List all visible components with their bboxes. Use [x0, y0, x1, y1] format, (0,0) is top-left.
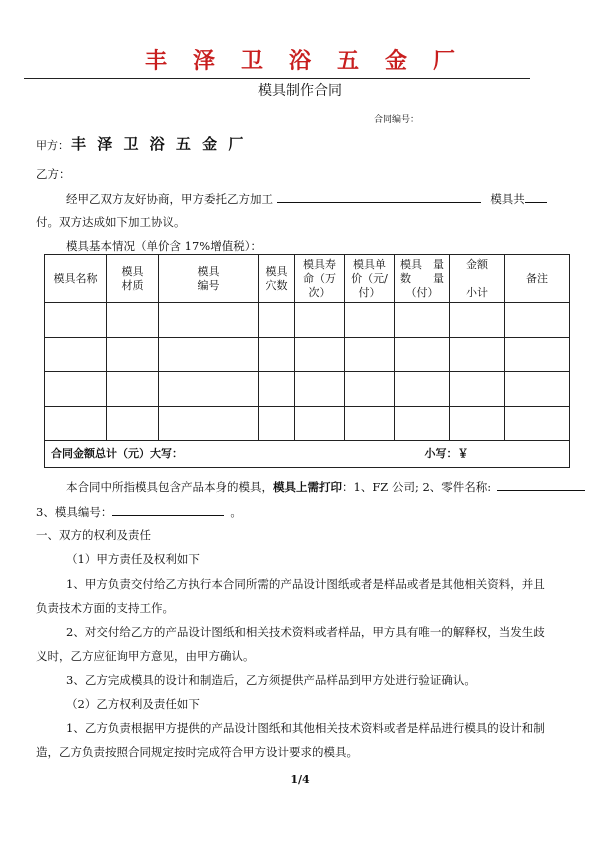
total-cell: [45, 441, 570, 468]
intro-line: [66, 190, 547, 207]
clause-a1: 1、甲方负责交付给乙方执行本合同所需的产品设计图纸或者是样品或者是其他相关资料，并且: [66, 577, 545, 591]
section-heading: 一、双方的权利及责任: [36, 528, 151, 542]
clause-a2-cont: 义时，乙方应征询甲方意见，由甲方确认。: [36, 649, 255, 663]
table-row: [45, 406, 570, 441]
contract-number-label: 合同编号：: [374, 115, 420, 125]
table-row: [45, 303, 570, 338]
company-char: 五: [337, 48, 360, 74]
header-quantity: 模具 量 数 量 （付）: [395, 255, 450, 303]
party-a: [36, 133, 246, 154]
header-mold-number: 模具 编号: [159, 255, 259, 303]
print-requirement: 模具上需打印: [273, 480, 342, 494]
intro-text-1: 经甲乙双方友好协商，甲方委托乙方加工: [66, 192, 273, 206]
mold-number-blank: [112, 503, 224, 516]
header-unit-price: 模具单 价（元/ 付）: [345, 255, 395, 303]
company-char: 浴: [288, 48, 311, 74]
header-mold-name: 模具名称: [45, 255, 107, 303]
basic-info-label: 模具基本情况（单价含 17%增值税）：: [66, 239, 262, 253]
subsection-heading: （1）甲方责任及权利如下: [66, 552, 200, 566]
party-a-name: 丰 泽 卫 浴 五 金 厂: [71, 135, 247, 153]
intro-text-2: 模具共: [490, 192, 525, 206]
intro-line-2: 付。双方达成如下加工协议。: [36, 215, 186, 229]
party-a-label: 甲方：: [36, 139, 69, 152]
mold-number-line: 3、模具编号： 。: [36, 505, 242, 519]
total-small-label: 小写：￥: [424, 447, 469, 460]
party-b-label: 乙方：: [36, 167, 71, 181]
mold-table: [44, 254, 570, 468]
clause-b1: 1、乙方负责根据甲方提供的产品设计图纸和其他相关技术资料或者是样品进行模具的设计和制: [66, 721, 545, 735]
company-char: 厂: [433, 48, 456, 74]
company-char: 金: [385, 48, 408, 74]
clause-b1-cont: 造，乙方负责按照合同规定按时完成符合甲方设计要求的模具。: [36, 745, 358, 759]
quantity-blank: [525, 190, 547, 203]
clause-a3: 3、乙方完成模具的设计和制造后，乙方须提供产品样品到甲方处进行验证确认。: [66, 673, 476, 687]
company-char: 卫: [240, 48, 263, 74]
header-mold-life: 模具寿 命（万 次）: [295, 255, 345, 303]
clause-a2: 2、对交付给乙方的产品设计图纸和相关技术资料或者样品，甲方具有唯一的解释权，当发生歧: [66, 625, 545, 639]
part-name-blank: [497, 478, 585, 491]
company-char: 泽: [192, 48, 215, 74]
header-mold-material: 模具 材质: [107, 255, 159, 303]
table-row: [45, 372, 570, 407]
page-number: 1/4: [290, 773, 310, 786]
total-label: 合同金额总计（元）大写：: [51, 447, 183, 460]
header-cavities: 模具 穴数: [259, 255, 295, 303]
table-row: [45, 337, 570, 372]
header-remarks: 备注: [505, 255, 570, 303]
company-header: [0, 44, 600, 75]
molds-paragraph: 本合同中所指模具包含产品本身的模具，模具上需打印：1、FZ 公司; 2、零件名称:: [66, 478, 585, 495]
total-row: [45, 441, 570, 468]
company-char: 丰: [144, 48, 167, 74]
page-title: 模具制作合同: [258, 83, 342, 99]
header-amount: 金额 小计: [450, 255, 505, 303]
table-header-row: [45, 255, 570, 303]
clause-a1-cont: 负责技术方面的支持工作。: [36, 601, 174, 615]
subsection-heading: （2）乙方权利及责任如下: [66, 697, 200, 711]
header-rule: [24, 78, 530, 79]
processing-blank: [277, 190, 481, 203]
